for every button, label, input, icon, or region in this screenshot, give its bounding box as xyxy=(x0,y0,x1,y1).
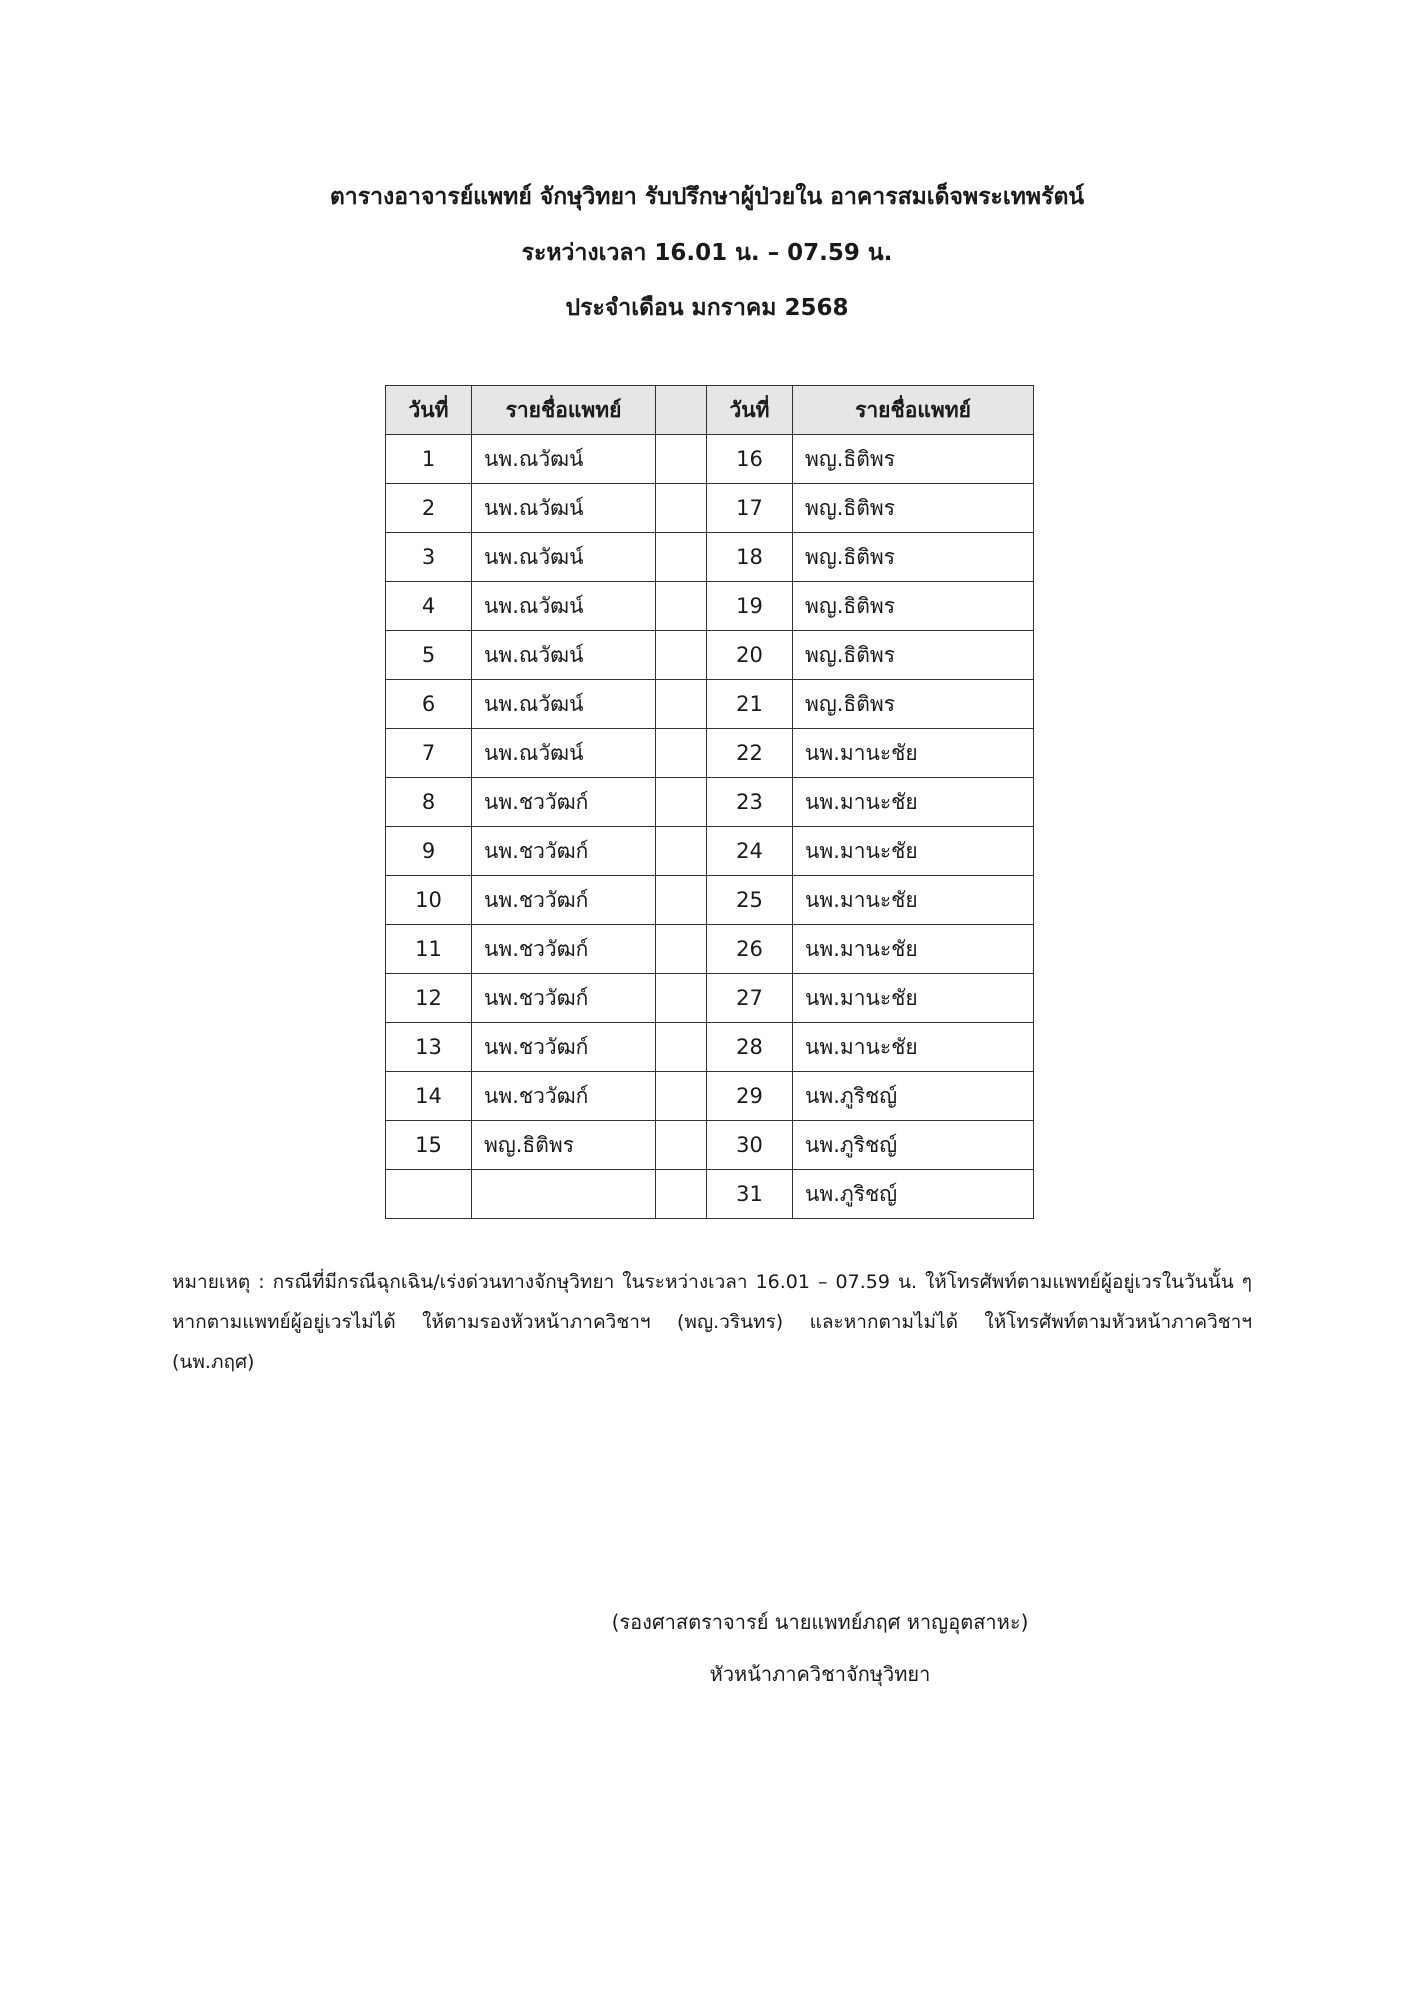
day-left-cell: 9 xyxy=(386,827,472,876)
day-left-cell: 1 xyxy=(386,435,472,484)
document-title: ตารางอาจารย์แพทย์ จักษุวิทยา รับปรึกษาผู้ป่วยใน อาคารสมเด็จพระเทพรัตน์ xyxy=(329,184,1085,210)
doctor-right-cell: นพ.ภูริชญ์ xyxy=(793,1072,1034,1121)
day-right-cell: 25 xyxy=(707,876,793,925)
doctor-right-cell: นพ.มานะชัย xyxy=(793,827,1034,876)
table-row xyxy=(386,435,1034,484)
doctor-left-cell: นพ.ชววัฒก์ xyxy=(472,827,656,876)
spacer-cell xyxy=(656,582,707,631)
day-left-cell: 10 xyxy=(386,876,472,925)
day-right-cell: 24 xyxy=(707,827,793,876)
day-left-cell: 12 xyxy=(386,974,472,1023)
doctor-left-cell: นพ.ณวัฒน์ xyxy=(472,729,656,778)
doctor-left-cell: นพ.ณวัฒน์ xyxy=(472,533,656,582)
doctor-right-cell: พญ.ธิติพร xyxy=(793,582,1034,631)
day-left-cell: 3 xyxy=(386,533,472,582)
day-right-cell: 28 xyxy=(707,1023,793,1072)
table-row xyxy=(386,778,1034,827)
table-row xyxy=(386,533,1034,582)
doctor-left-cell: นพ.ชววัฒก์ xyxy=(472,974,656,1023)
day-right-cell: 27 xyxy=(707,974,793,1023)
doctor-left-cell: นพ.ณวัฒน์ xyxy=(472,680,656,729)
signatory-name: (รองศาสตราจารย์ นายแพทย์ภฤศ หาญอุตสาหะ) xyxy=(611,1610,1029,1634)
table-row xyxy=(386,876,1034,925)
day-left-cell: 15 xyxy=(386,1121,472,1170)
day-left-cell xyxy=(386,1170,472,1219)
day-right-cell: 22 xyxy=(707,729,793,778)
table-row xyxy=(386,631,1034,680)
spacer-cell xyxy=(656,533,707,582)
day-header-left: วันที่ xyxy=(386,386,472,435)
spacer-cell xyxy=(656,827,707,876)
doctor-left-cell: นพ.ณวัฒน์ xyxy=(472,435,656,484)
doctor-left-cell: นพ.ณวัฒน์ xyxy=(472,484,656,533)
remark-note: หมายเหตุ : กรณีที่มีกรณีฉุกเฉิน/เร่งด่วนทางจักษุวิทยา ในระหว่างเวลา 16.01 – 07.59 น. ให้โทรศัพท์ตามแพทย์ผู้อยู่เวรในวันนั้น ๆ หากตามแพทย์ผู้อยู่เวรไม่ได้ ให้ตามรองหัวหน้าภาควิชาฯ (พญ.วรินทร) และหากตามไม่ได้ ให้โทรศัพท์ตามหัวหน้าภาควิชาฯ (นพ.ภฤศ) xyxy=(172,1271,1252,1373)
doctor-left-cell: นพ.ณวัฒน์ xyxy=(472,631,656,680)
spacer-cell xyxy=(656,974,707,1023)
day-right-cell: 21 xyxy=(707,680,793,729)
spacer-cell xyxy=(656,778,707,827)
doctor-right-cell: นพ.ภูริชญ์ xyxy=(793,1121,1034,1170)
spacer-cell xyxy=(656,1023,707,1072)
doctor-left-cell: นพ.ชววัฒก์ xyxy=(472,876,656,925)
day-left-cell: 11 xyxy=(386,925,472,974)
day-right-cell: 26 xyxy=(707,925,793,974)
doctor-right-cell: พญ.ธิติพร xyxy=(793,435,1034,484)
doctor-right-cell: นพ.มานะชัย xyxy=(793,729,1034,778)
doctor-right-cell: พญ.ธิติพร xyxy=(793,680,1034,729)
doctor-right-cell: นพ.มานะชัย xyxy=(793,876,1034,925)
day-right-cell: 23 xyxy=(707,778,793,827)
table-row xyxy=(386,484,1034,533)
doctor-right-cell: นพ.มานะชัย xyxy=(793,778,1034,827)
roster-table xyxy=(385,385,1034,1219)
table-row xyxy=(386,1121,1034,1170)
day-left-cell: 8 xyxy=(386,778,472,827)
table-row xyxy=(386,582,1034,631)
doctor-left-cell: นพ.ณวัฒน์ xyxy=(472,582,656,631)
doctor-right-cell: นพ.ภูริชญ์ xyxy=(793,1170,1034,1219)
spacer-cell xyxy=(656,1121,707,1170)
table-row xyxy=(386,1023,1034,1072)
spacer-cell xyxy=(656,1072,707,1121)
doctor-left-cell: นพ.ชววัฒก์ xyxy=(472,925,656,974)
doctor-left-cell: นพ.ชววัฒก์ xyxy=(472,1023,656,1072)
day-header-right: วันที่ xyxy=(707,386,793,435)
spacer-cell xyxy=(656,729,707,778)
day-left-cell: 4 xyxy=(386,582,472,631)
table-row xyxy=(386,1072,1034,1121)
doctor-left-cell: นพ.ชววัฒก์ xyxy=(472,1072,656,1121)
spacer-cell xyxy=(656,484,707,533)
spacer-cell xyxy=(656,386,707,435)
spacer-cell xyxy=(656,680,707,729)
day-right-cell: 20 xyxy=(707,631,793,680)
spacer-cell xyxy=(656,1170,707,1219)
day-right-cell: 30 xyxy=(707,1121,793,1170)
table-header-row xyxy=(386,386,1034,435)
doctor-left-cell xyxy=(472,1170,656,1219)
time-range: ระหว่างเวลา 16.01 น. – 07.59 น. xyxy=(521,240,893,266)
table-row xyxy=(386,729,1034,778)
doctor-right-cell: นพ.มานะชัย xyxy=(793,974,1034,1023)
day-left-cell: 2 xyxy=(386,484,472,533)
table-row xyxy=(386,680,1034,729)
table-row xyxy=(386,1170,1034,1219)
day-right-cell: 19 xyxy=(707,582,793,631)
day-left-cell: 6 xyxy=(386,680,472,729)
name-header-left: รายชื่อแพทย์ xyxy=(472,386,656,435)
day-right-cell: 18 xyxy=(707,533,793,582)
signatory-position: หัวหน้าภาควิชาจักษุวิทยา xyxy=(709,1662,931,1686)
day-left-cell: 7 xyxy=(386,729,472,778)
day-left-cell: 14 xyxy=(386,1072,472,1121)
table-row xyxy=(386,974,1034,1023)
day-right-cell: 17 xyxy=(707,484,793,533)
day-left-cell: 13 xyxy=(386,1023,472,1072)
spacer-cell xyxy=(656,435,707,484)
doctor-left-cell: นพ.ชววัฒก์ xyxy=(472,778,656,827)
spacer-cell xyxy=(656,925,707,974)
doctor-right-cell: พญ.ธิติพร xyxy=(793,631,1034,680)
spacer-cell xyxy=(656,876,707,925)
doctor-right-cell: นพ.มานะชัย xyxy=(793,1023,1034,1072)
month-label: ประจำเดือน มกราคม 2568 xyxy=(565,295,849,321)
table-row xyxy=(386,827,1034,876)
table-row xyxy=(386,925,1034,974)
spacer-cell xyxy=(656,631,707,680)
day-right-cell: 29 xyxy=(707,1072,793,1121)
day-left-cell: 5 xyxy=(386,631,472,680)
day-right-cell: 31 xyxy=(707,1170,793,1219)
doctor-right-cell: พญ.ธิติพร xyxy=(793,533,1034,582)
name-header-right: รายชื่อแพทย์ xyxy=(793,386,1034,435)
day-right-cell: 16 xyxy=(707,435,793,484)
doctor-right-cell: พญ.ธิติพร xyxy=(793,484,1034,533)
doctor-left-cell: พญ.ธิติพร xyxy=(472,1121,656,1170)
doctor-right-cell: นพ.มานะชัย xyxy=(793,925,1034,974)
